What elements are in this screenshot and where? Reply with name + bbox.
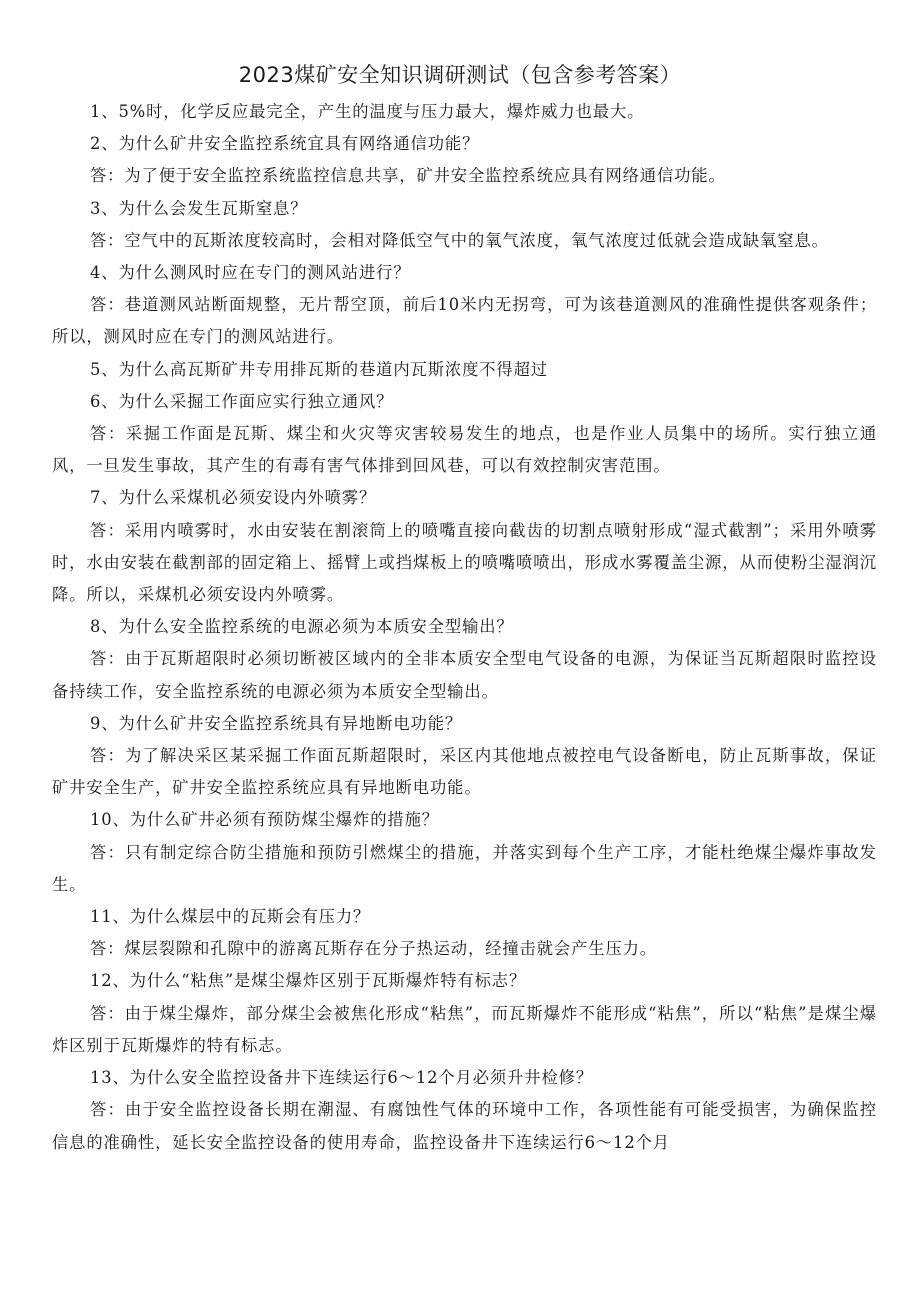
document-title: 2023煤矿安全知识调研测试（包含参考答案）	[238, 63, 682, 87]
question-paragraph: 6、为什么采掘工作面应实行独立通风？	[90, 391, 394, 411]
question-paragraph: 9、为什么矿井安全监控系统具有异地断电功能？	[90, 713, 463, 733]
question-paragraph: 12、为什么“粘焦”是煤尘爆炸区别于瓦斯爆炸特有标志？	[90, 971, 527, 991]
answer-paragraph: 答：为了便于安全监控系统监控信息共享，矿井安全监控系统应具有网络通信功能。	[90, 166, 726, 186]
answer-paragraph: 答：为了解决采区某采掘工作面瓦斯超限时，采区内其他地点被控电气设备断电，防止瓦斯事故，保证矿井安全生产，矿井安全监控系统应具有异地断电功能。	[52, 746, 877, 798]
question-paragraph: 10、为什么矿井必须有预防煤尘爆炸的措施？	[90, 810, 439, 830]
answer-paragraph: 答：由于安全监控设备长期在潮湿、有腐蚀性气体的环境中工作，各项性能有可能受损害，为确保监控信息的准确性，延长安全监控设备的使用寿命，监控设备井下连续运行6～12个月	[52, 1100, 877, 1152]
question-paragraph: 5、为什么高瓦斯矿井专用排瓦斯的巷道内瓦斯浓度不得超过	[90, 359, 548, 379]
answer-paragraph: 答：采用内喷雾时，水由安装在割滚筒上的喷嘴直接向截齿的切割点喷射形成“湿式截割”；采用外喷雾时，水由安装在截割部的固定箱上、摇臂上或挡煤板上的喷嘴喷喷出，形成水雾覆盖尘源，从而使粉尘湿润沉降。所以，采煤机必须安设内外喷雾。	[52, 520, 877, 605]
answer-paragraph: 答：空气中的瓦斯浓度较高时，会相对降低空气中的氧气浓度，氧气浓度过低就会造成缺氧窒息。	[90, 230, 829, 250]
answer-paragraph: 答：煤层裂隙和孔隙中的游离瓦斯存在分子热运动，经撞击就会产生压力。	[90, 939, 657, 959]
question-paragraph: 7、为什么采煤机必须安设内外喷雾？	[90, 488, 377, 508]
answer-paragraph: 答：由于瓦斯超限时必须切断被区域内的全非本质安全型电气设备的电源，为保证当瓦斯超限时监控设备持续工作，安全监控系统的电源必须为本质安全型输出。	[52, 649, 877, 701]
question-paragraph: 4、为什么测风时应在专门的测风站进行？	[90, 263, 411, 283]
answer-paragraph: 答：采掘工作面是瓦斯、煤尘和火灾等灾害较易发生的地点，也是作业人员集中的场所。实行独立通风，一旦发生事故，其产生的有毒有害气体排到回风巷，可以有效控制灾害范围。	[52, 424, 877, 476]
question-paragraph: 8、为什么安全监控系统的电源必须为本质安全型输出？	[90, 617, 514, 637]
question-paragraph: 2、为什么矿井安全监控系统宜具有网络通信功能？	[90, 134, 480, 154]
question-paragraph: 11、为什么煤层中的瓦斯会有压力？	[90, 907, 371, 927]
question-paragraph: 13、为什么安全监控设备井下连续运行6～12个月必须升井检修？	[90, 1068, 594, 1088]
question-paragraph: 3、为什么会发生瓦斯窒息？	[90, 198, 308, 218]
answer-paragraph: 答：只有制定综合防尘措施和预防引燃煤尘的措施，并落实到每个生产工序，才能杜绝煤尘爆炸事故发生。	[52, 842, 877, 894]
answer-paragraph: 答：巷道测风站断面规整，无片帮空顶，前后10米内无拐弯，可为该巷道测风的准确性提供客观条件；所以，测风时应在专门的测风站进行。	[52, 295, 877, 347]
document-body	[52, 96, 877, 1159]
statement-paragraph: 1、5%时，化学反应最完全，产生的温度与压力最大，爆炸威力也最大。	[90, 102, 645, 121]
answer-paragraph: 答：由于煤尘爆炸，部分煤尘会被焦化形成“粘焦”，而瓦斯爆炸不能形成“粘焦”，所以“粘焦”是煤尘爆炸区别于瓦斯爆炸的特有标志。	[52, 1003, 877, 1055]
